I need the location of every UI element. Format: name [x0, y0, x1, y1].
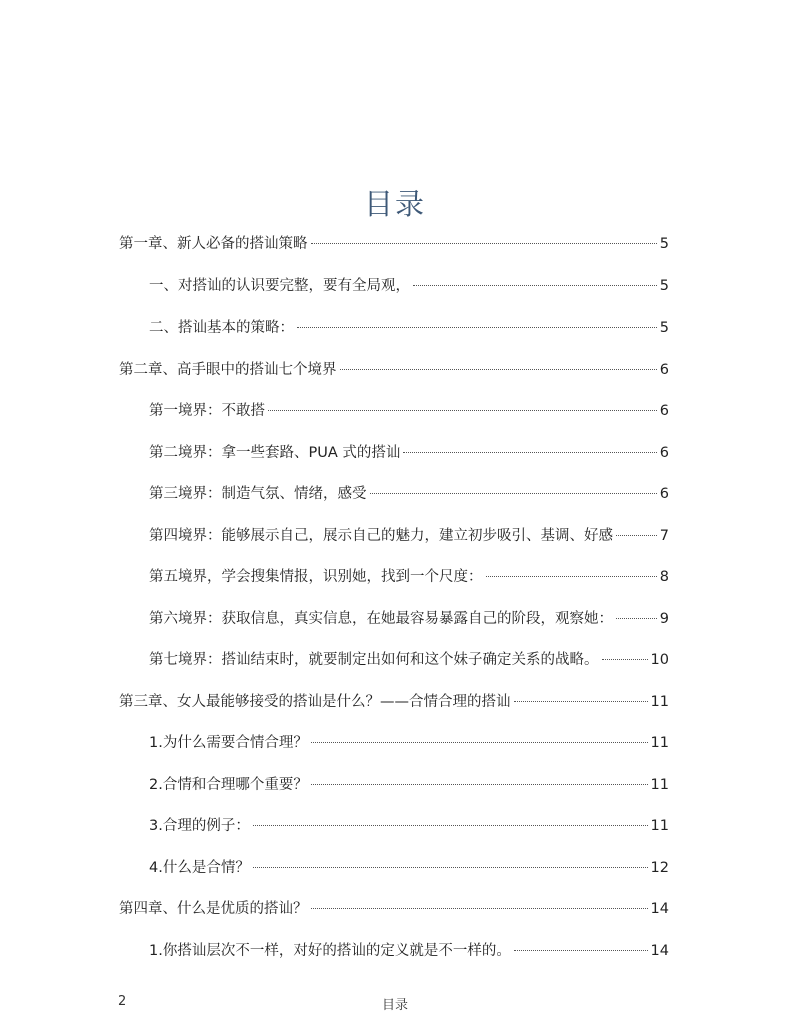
toc-entry-page: 6 [659, 486, 669, 502]
dot-leader [514, 950, 648, 951]
toc-entry-page: 11 [650, 818, 669, 834]
toc-entry[interactable] [149, 524, 669, 548]
toc-entry-label: 1.你搭讪层次不一样，对好的搭讪的定义就是不一样的。 [149, 943, 511, 959]
toc-entry-page: 11 [650, 777, 669, 793]
toc-entry-page: 7 [659, 528, 669, 544]
toc-entry[interactable] [149, 648, 669, 672]
toc-entry-page: 12 [650, 860, 669, 876]
toc-title: 目录 [363, 187, 426, 221]
toc-entry[interactable] [149, 939, 669, 963]
dot-leader [268, 410, 657, 411]
dot-leader [616, 618, 657, 619]
dot-leader [253, 825, 648, 826]
toc-entry-label: 2.合情和合理哪个重要？ [149, 777, 308, 793]
toc-entry-page: 5 [659, 278, 669, 294]
toc-entry-label: 第三章、女人最能够接受的搭讪是什么？——合情合理的搭讪 [119, 694, 511, 710]
toc-entry[interactable] [119, 690, 669, 714]
toc-entry-label: 1.为什么需要合情合理？ [149, 735, 308, 751]
toc-entry-page: 6 [659, 362, 669, 378]
toc-entry-page: 5 [659, 236, 669, 252]
dot-leader [403, 452, 656, 453]
toc-entry-label: 一、对搭讪的认识要完整，要有全局观， [149, 278, 410, 294]
dot-leader [311, 742, 648, 743]
running-footer-title: 目录 [382, 998, 409, 1013]
dot-leader [311, 784, 648, 785]
dot-leader [340, 369, 657, 370]
toc-entry-label: 第二章、高手眼中的搭讪七个境界 [119, 362, 337, 378]
toc-entry-label: 4.什么是合情？ [149, 860, 250, 876]
toc-entry[interactable] [119, 232, 669, 256]
toc-entry-label: 3.合理的例子： [149, 818, 250, 834]
toc-entry[interactable] [149, 399, 669, 423]
toc-entry-label: 第一章、新人必备的搭讪策略 [119, 236, 308, 252]
toc-entry-label: 第二境界：拿一些套路、PUA 式的搭讪 [149, 445, 401, 461]
toc-entry-page: 6 [659, 403, 669, 419]
toc-entry-page: 5 [659, 320, 669, 336]
toc-entry[interactable] [149, 482, 669, 506]
toc-entry-label: 第七境界：搭讪结束时，就要制定出如何和这个妹子确定关系的战略。 [149, 652, 599, 668]
toc-entry[interactable] [119, 897, 669, 921]
dot-leader [311, 908, 648, 909]
toc-entry-page: 14 [650, 901, 669, 917]
toc-entry[interactable] [149, 773, 669, 797]
toc-entry[interactable] [149, 856, 669, 880]
toc-entry-page: 10 [650, 652, 669, 668]
page-number-footer: 2 [118, 994, 127, 1009]
dot-leader [486, 576, 657, 577]
toc-entry-label: 二、搭讪基本的策略： [149, 320, 294, 336]
toc-entry-label: 第三境界：制造气氛、情绪，感受 [149, 486, 367, 502]
toc-entry[interactable] [119, 358, 669, 382]
toc-entry[interactable] [149, 607, 669, 631]
dot-leader [297, 327, 657, 328]
toc-entry-page: 8 [659, 569, 669, 585]
dot-leader [602, 659, 648, 660]
dot-leader [370, 493, 657, 494]
toc-entry-label: 第一境界：不敢搭 [149, 403, 265, 419]
toc-entry-label: 第六境界：获取信息，真实信息，在她最容易暴露自己的阶段，观察她： [149, 611, 613, 627]
toc-entry[interactable] [149, 316, 669, 340]
dot-leader [253, 867, 648, 868]
dot-leader [311, 243, 657, 244]
toc-entry-page: 6 [659, 445, 669, 461]
dot-leader [413, 285, 657, 286]
toc-entry-label: 第五境界，学会搜集情报，识别她，找到一个尺度： [149, 569, 483, 585]
toc-entry-page: 11 [650, 735, 669, 751]
dot-leader [616, 535, 657, 536]
toc-entry[interactable] [149, 274, 669, 298]
toc-entry[interactable] [149, 814, 669, 838]
dot-leader [514, 701, 648, 702]
toc-entry[interactable] [149, 441, 669, 465]
toc-entry-page: 11 [650, 694, 669, 710]
toc-entry[interactable] [149, 731, 669, 755]
toc-entry[interactable] [149, 565, 669, 589]
toc-entry-label: 第四章、什么是优质的搭讪？ [119, 901, 308, 917]
toc-entry-label: 第四境界：能够展示自己，展示自己的魅力，建立初步吸引、基调、好感 [149, 528, 613, 544]
toc-entry-page: 9 [659, 611, 669, 627]
toc-entry-page: 14 [650, 943, 669, 959]
